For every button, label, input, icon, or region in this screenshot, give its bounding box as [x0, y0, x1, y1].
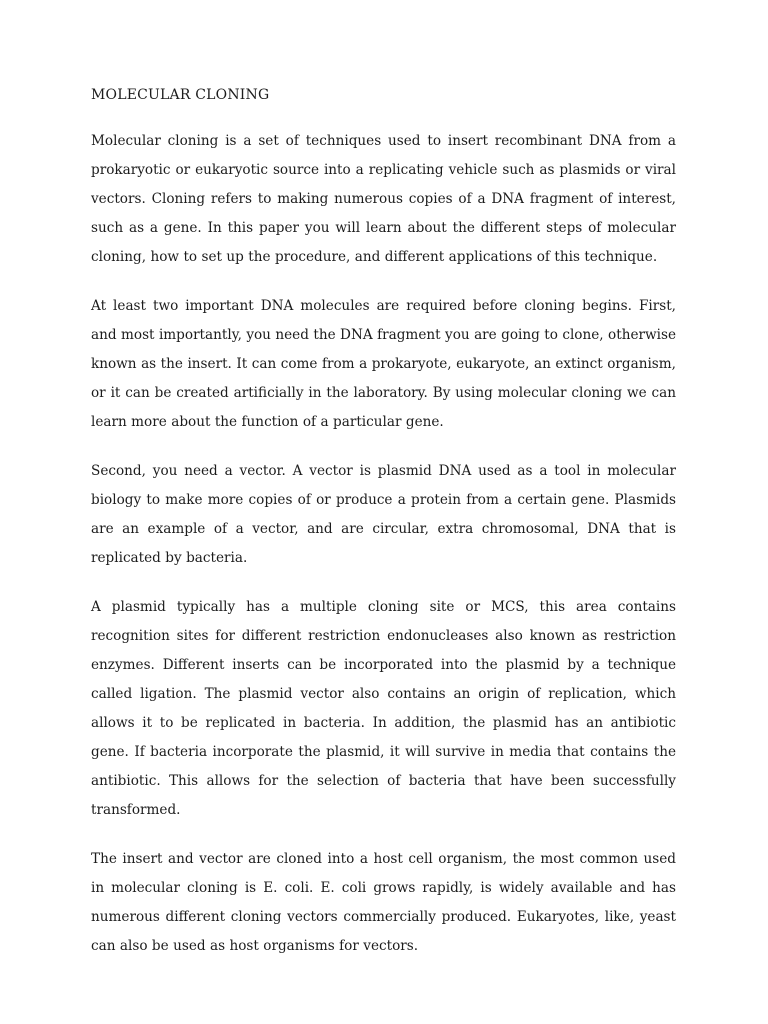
paragraph-intro: Molecular cloning is a set of techniques used to insert recombinant DNA from a prokaryotic or eukaryotic source into a replicating vehicle such as plasmids or viral vectors. Cloning refers to making numerous copies of a DNA fragment of interest, such as a gene. In this paper you will learn about the different steps of molecular cloning, how to set up the procedure, and different applications of this technique.	[91, 133, 676, 265]
paragraph-host-cell: The insert and vector are cloned into a host cell organism, the most common used in molecular cloning is E. coli. E. coli grows rapidly, is widely available and has numerous different cloning vectors commercially produced. Eukaryotes, like, yeast can also be used as host organisms for vectors.	[91, 851, 676, 954]
document-title: MOLECULAR CLONING	[91, 87, 270, 103]
paragraph-plasmid: A plasmid typically has a multiple cloning site or MCS, this area contains recognition sites for different restriction endonucleases also known as restriction enzymes. Different inserts can be incorporated into the plasmid by a technique called ligation. The plasmid vector also contains an origin of replication, which allows it to be replicated in bacteria. In addition, the plasmid has an antibiotic gene. If bacteria incorporate the plasmid, it will survive in media that contains the antibiotic. This allows for the selection of bacteria that have been successfully transformed.	[91, 599, 676, 818]
document-body	[91, 84, 676, 981]
paragraph-insert: At least two important DNA molecules are required before cloning begins. First, and most importantly, you need the DNA fragment you are going to clone, otherwise known as the insert. It can come from a prokaryote, eukaryote, an extinct organism, or it can be created artificially in the laboratory. By using molecular cloning we can learn more about the function of a particular gene.	[91, 298, 676, 430]
paragraph-vector: Second, you need a vector. A vector is plasmid DNA used as a tool in molecular biology to make more copies of or produce a protein from a certain gene. Plasmids are an example of a vector, and are circular, extra chromosomal, DNA that is replicated by bacteria.	[91, 463, 676, 566]
